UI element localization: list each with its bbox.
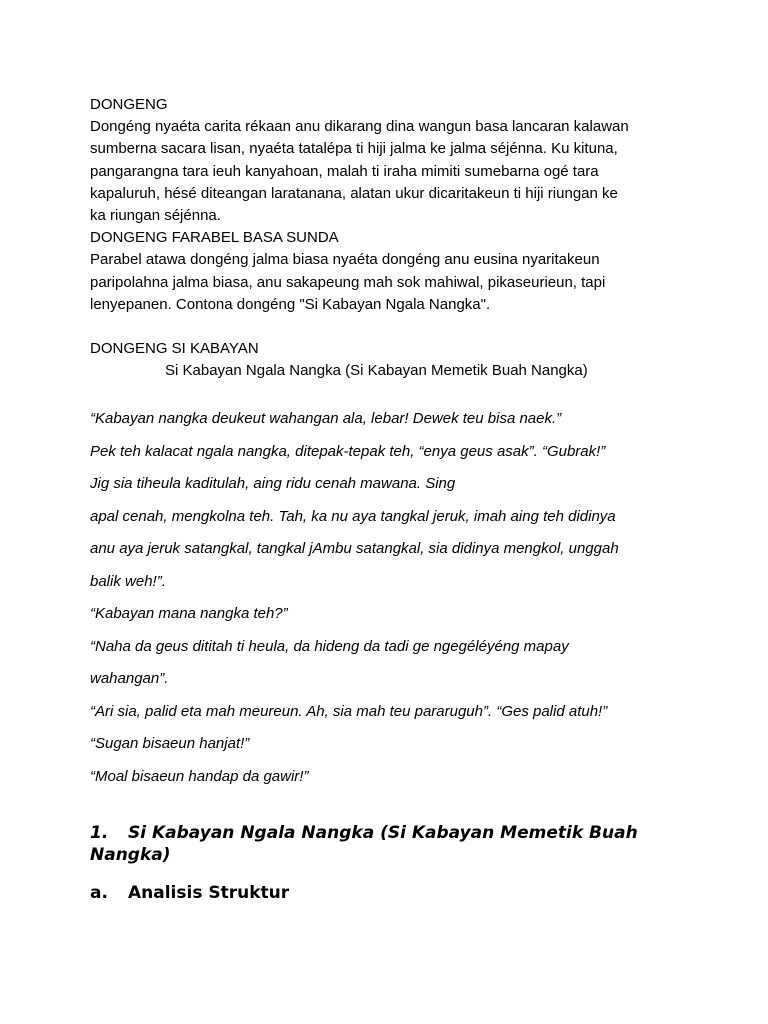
dialog-line: Pek teh kalacat ngala nangka, ditepak-tepak teh, “enya geus asak”. “Gubrak!”: [90, 442, 606, 460]
heading-dongeng: DONGENG: [90, 96, 168, 113]
section-a-number: a.: [90, 883, 108, 903]
heading-farabel: DONGENG FARABEL BASA SUNDA: [90, 229, 339, 247]
dialog-line: “Kabayan nangka deukeut wahangan ala, lebar! Dewek teu bisa naek.”: [90, 410, 562, 427]
dialog-line: “Sugan bisaeun hanjat!”: [90, 735, 250, 752]
farabel-line: Parabel atawa dongéng jalma biasa nyaéta dongéng anu eusina nyaritakeun: [90, 251, 600, 269]
definition-line: kapaluruh, hésé diteangan laratanana, alatan ukur dicaritakeun ti hiji riungan ke: [90, 184, 618, 202]
dialog-section: [90, 403, 710, 793]
story-title: Si Kabayan Ngala Nangka (Si Kabayan Memetik Buah Nangka): [165, 362, 588, 380]
section-1-number: 1.: [90, 823, 109, 843]
definition-line: pangarangna tara ieuh kanyahoan, malah ti iraha mimiti sumebarna ogé tara: [90, 162, 599, 180]
dialog-line: Jig sia tiheula kaditulah, aing ridu cenah mawana. Sing: [90, 475, 456, 492]
heading-kabayan: DONGENG SI KABAYAN: [90, 340, 259, 358]
farabel-line: lenyepanen. Contona dongéng "Si Kabayan Ngala Nangka".: [90, 295, 491, 313]
dialog-line: “Moal bisaeun handap da gawir!”: [90, 767, 309, 785]
dialog-line: “Ari sia, palid eta mah meureun. Ah, sia mah teu pararuguh”. “Ges palid atuh!”: [90, 702, 608, 720]
intro-section: [90, 94, 690, 382]
dialog-line: “Naha da geus dititah ti heula, da hideng da tadi ge ngegéléyéng mapay: [90, 637, 569, 655]
farabel-line: paripolahna jalma biasa, anu sakapeung mah sok mahiwal, pikaseurieun, tapi: [90, 273, 606, 291]
section-a-heading: [90, 882, 690, 904]
dialog-line: anu aya jeruk satangkal, tangkal jAmbu satangkal, sia didinya mengkol, unggah: [90, 540, 619, 557]
dialog-line: “Kabayan mana nangka teh?”: [90, 605, 288, 622]
blank-line: [90, 316, 690, 338]
dialog-line: balik weh!”.: [90, 572, 166, 590]
section-1-title: Si Kabayan Ngala Nangka (Si Kabayan Memetik Buah Nangka): [90, 823, 638, 865]
definition-line: sumberna sacara lisan, nyaéta tatalépa ti hiji jalma ke jalma séjénna. Ku kituna,: [90, 140, 618, 158]
section-1-heading: [90, 822, 690, 866]
definition-line: ka riungan séjénna.: [90, 207, 221, 225]
dialog-line: wahangan”.: [90, 670, 169, 687]
section-a-title: Analisis Struktur: [128, 883, 290, 903]
dialog-line: apal cenah, mengkolna teh. Tah, ka nu aya tangkal jeruk, imah aing teh didinya: [90, 507, 616, 525]
definition-line: Dongéng nyaéta carita rékaan anu dikarang dina wangun basa lancaran kalawan: [90, 118, 629, 136]
